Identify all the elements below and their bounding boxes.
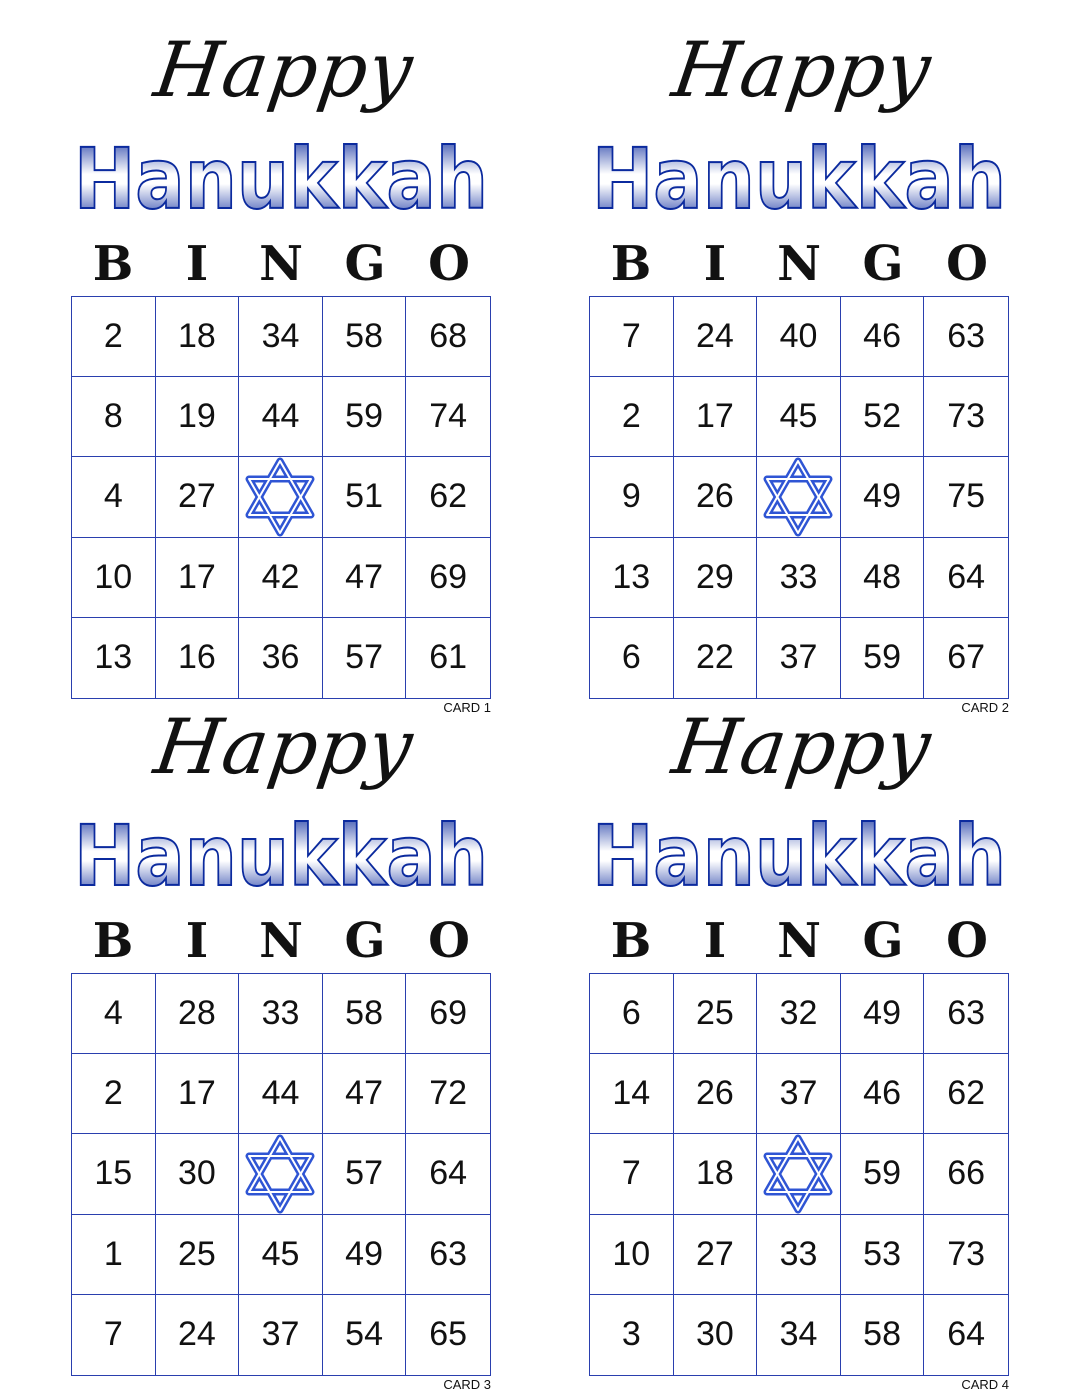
bingo-card-2: [589, 20, 1009, 715]
letter-n: N: [259, 913, 303, 969]
title-hanukkah-text: Hanukkah: [592, 807, 1006, 905]
bingo-cell: 44: [239, 1054, 323, 1134]
bingo-cell: 4: [72, 974, 156, 1054]
bingo-cell: 30: [156, 1134, 240, 1214]
bingo-cell: 33: [757, 1215, 841, 1295]
bingo-cell: 7: [590, 297, 674, 377]
bingo-cell: 37: [757, 1054, 841, 1134]
bingo-cell: 25: [674, 974, 758, 1054]
bingo-cell: 2: [590, 377, 674, 457]
bingo-cell: 59: [323, 377, 407, 457]
bingo-cell: 33: [757, 538, 841, 618]
bingo-cell: 64: [406, 1134, 490, 1214]
bingo-cell: 49: [323, 1215, 407, 1295]
letter-i: I: [185, 236, 209, 292]
bingo-cell: 46: [841, 297, 925, 377]
bingo-cell: 7: [72, 1295, 156, 1375]
card-label: CARD 3: [443, 1377, 491, 1392]
bingo-cell: 9: [590, 457, 674, 537]
bingo-cell: 36: [239, 618, 323, 698]
star-of-david-icon: [245, 1135, 315, 1213]
bingo-cell: 62: [406, 457, 490, 537]
bingo-grid: [589, 296, 1009, 699]
bingo-cell: 27: [156, 457, 240, 537]
bingo-cell: 49: [841, 457, 925, 537]
bingo-header: [589, 911, 1009, 971]
free-space: [757, 1134, 841, 1214]
bingo-cell: 15: [72, 1134, 156, 1214]
title-happy: Happy: [667, 25, 937, 114]
bingo-cell: 52: [841, 377, 925, 457]
letter-g: G: [862, 236, 904, 292]
bingo-cell: 26: [674, 1054, 758, 1134]
bingo-cell: 28: [156, 974, 240, 1054]
bingo-cell: 29: [674, 538, 758, 618]
title-hanukkah-text: Hanukkah: [592, 130, 1006, 228]
title-hanukkah: [71, 108, 491, 228]
bingo-cell: 2: [72, 1054, 156, 1134]
letter-b: B: [92, 913, 134, 969]
title-hanukkah-text: Hanukkah: [74, 130, 488, 228]
bingo-cell: 33: [239, 974, 323, 1054]
letter-b: B: [610, 236, 652, 292]
title-happy: Happy: [149, 702, 419, 791]
title-happy: Happy: [149, 25, 419, 114]
bingo-header: [589, 234, 1009, 294]
bingo-cell: 72: [406, 1054, 490, 1134]
title-happy: Happy: [667, 702, 937, 791]
bingo-cell: 26: [674, 457, 758, 537]
bingo-cell: 42: [239, 538, 323, 618]
bingo-cell: 44: [239, 377, 323, 457]
bingo-cell: 37: [239, 1295, 323, 1375]
bingo-cell: 63: [406, 1215, 490, 1295]
bingo-card-1: [71, 20, 491, 715]
bingo-cell: 67: [947, 638, 986, 677]
letter-g: G: [344, 236, 386, 292]
bingo-cell: 69: [406, 538, 490, 618]
bingo-cell: 54: [323, 1295, 407, 1375]
letter-n: N: [259, 236, 303, 292]
bingo-cell: 6: [590, 618, 674, 698]
bingo-cell: 34: [239, 297, 323, 377]
bingo-cell: 2: [72, 297, 156, 377]
bingo-cell: 68: [406, 297, 490, 377]
bingo-cell: 24: [674, 297, 758, 377]
bingo-cell: 10: [590, 1215, 674, 1295]
bingo-cell: 53: [841, 1215, 925, 1295]
bingo-cell: 24: [156, 1295, 240, 1375]
card-label: CARD 4: [961, 1377, 1009, 1392]
title-hanukkah: [589, 785, 1009, 905]
bingo-cell: 47: [323, 1054, 407, 1134]
bingo-cell: 4: [72, 457, 156, 537]
bingo-cell: 51: [323, 457, 407, 537]
bingo-cell: 22: [674, 618, 758, 698]
letter-n: N: [777, 236, 821, 292]
letter-n: N: [777, 913, 821, 969]
bingo-cell: 18: [674, 1134, 758, 1214]
letter-b: B: [610, 913, 652, 969]
title-hanukkah: [589, 108, 1009, 228]
bingo-cell: 7: [590, 1134, 674, 1214]
bingo-cell: 1: [72, 1215, 156, 1295]
letter-i: I: [185, 913, 209, 969]
letter-g: G: [344, 913, 386, 969]
letter-i: I: [703, 236, 727, 292]
letter-i: I: [703, 913, 727, 969]
free-space: [757, 457, 841, 537]
bingo-cell: 66: [924, 1134, 1008, 1214]
bingo-cell: 49: [841, 974, 925, 1054]
letter-o: O: [428, 913, 470, 969]
bingo-grid: [71, 973, 491, 1376]
title-hanukkah-text: Hanukkah: [74, 807, 488, 905]
bingo-cell: 64: [924, 538, 1008, 618]
bingo-cell: 40: [757, 297, 841, 377]
bingo-cell: 16: [156, 618, 240, 698]
bingo-cell: 6: [590, 974, 674, 1054]
card-label: CARD 2: [961, 700, 1009, 715]
bingo-cell: 37: [757, 618, 841, 698]
bingo-cell: 19: [156, 377, 240, 457]
bingo-cell: 10: [72, 538, 156, 618]
bingo-header: [71, 911, 491, 971]
bingo-cell: 73: [924, 377, 1008, 457]
bingo-cell: 57: [323, 1134, 407, 1214]
letter-o: O: [428, 236, 470, 292]
bingo-cell: 58: [841, 1295, 925, 1375]
bingo-cell: 18: [156, 297, 240, 377]
bingo-header: [71, 234, 491, 294]
letter-o: O: [946, 913, 988, 969]
bingo-grid: [589, 973, 1009, 1376]
bingo-cell: 45: [239, 1215, 323, 1295]
bingo-cell: 17: [156, 538, 240, 618]
bingo-cell: 69: [406, 974, 490, 1054]
bingo-cell: 63: [924, 974, 1008, 1054]
bingo-cell: 47: [323, 538, 407, 618]
bingo-cell: 58: [323, 297, 407, 377]
bingo-cell: 57: [323, 618, 407, 698]
title-hanukkah: [71, 785, 491, 905]
bingo-cell: 45: [757, 377, 841, 457]
bingo-cell: 27: [674, 1215, 758, 1295]
bingo-cell: 64: [947, 1315, 986, 1354]
bingo-cell: 30: [674, 1295, 758, 1375]
bingo-cell: 3: [590, 1295, 674, 1375]
bingo-cell: 59: [841, 618, 925, 698]
star-of-david-icon: [763, 1135, 833, 1213]
letter-b: B: [92, 236, 134, 292]
bingo-cell: 62: [924, 1054, 1008, 1134]
bingo-cell: 46: [841, 1054, 925, 1134]
star-of-david-icon: [763, 458, 833, 536]
bingo-cell: 13: [590, 538, 674, 618]
card-label: CARD 1: [443, 700, 491, 715]
letter-g: G: [862, 913, 904, 969]
star-of-david-icon: [245, 458, 315, 536]
free-space: [239, 457, 323, 537]
bingo-cell: 75: [924, 457, 1008, 537]
bingo-cell: 17: [156, 1054, 240, 1134]
bingo-cell: 13: [72, 618, 156, 698]
bingo-card-3: [71, 697, 491, 1392]
free-space: [239, 1134, 323, 1214]
bingo-cell: 17: [674, 377, 758, 457]
bingo-grid: [71, 296, 491, 699]
bingo-cell: 61: [429, 638, 468, 677]
bingo-cell: 14: [590, 1054, 674, 1134]
bingo-cell: 63: [924, 297, 1008, 377]
bingo-cell: 58: [323, 974, 407, 1054]
bingo-cell: 65: [429, 1315, 468, 1354]
bingo-card-4: [589, 697, 1009, 1392]
bingo-cell: 73: [924, 1215, 1008, 1295]
bingo-cell: 32: [757, 974, 841, 1054]
bingo-cell: 59: [841, 1134, 925, 1214]
bingo-cell: 48: [841, 538, 925, 618]
letter-o: O: [946, 236, 988, 292]
bingo-cell: 8: [72, 377, 156, 457]
bingo-cell: 74: [406, 377, 490, 457]
bingo-cell: 25: [156, 1215, 240, 1295]
bingo-cell: 34: [757, 1295, 841, 1375]
